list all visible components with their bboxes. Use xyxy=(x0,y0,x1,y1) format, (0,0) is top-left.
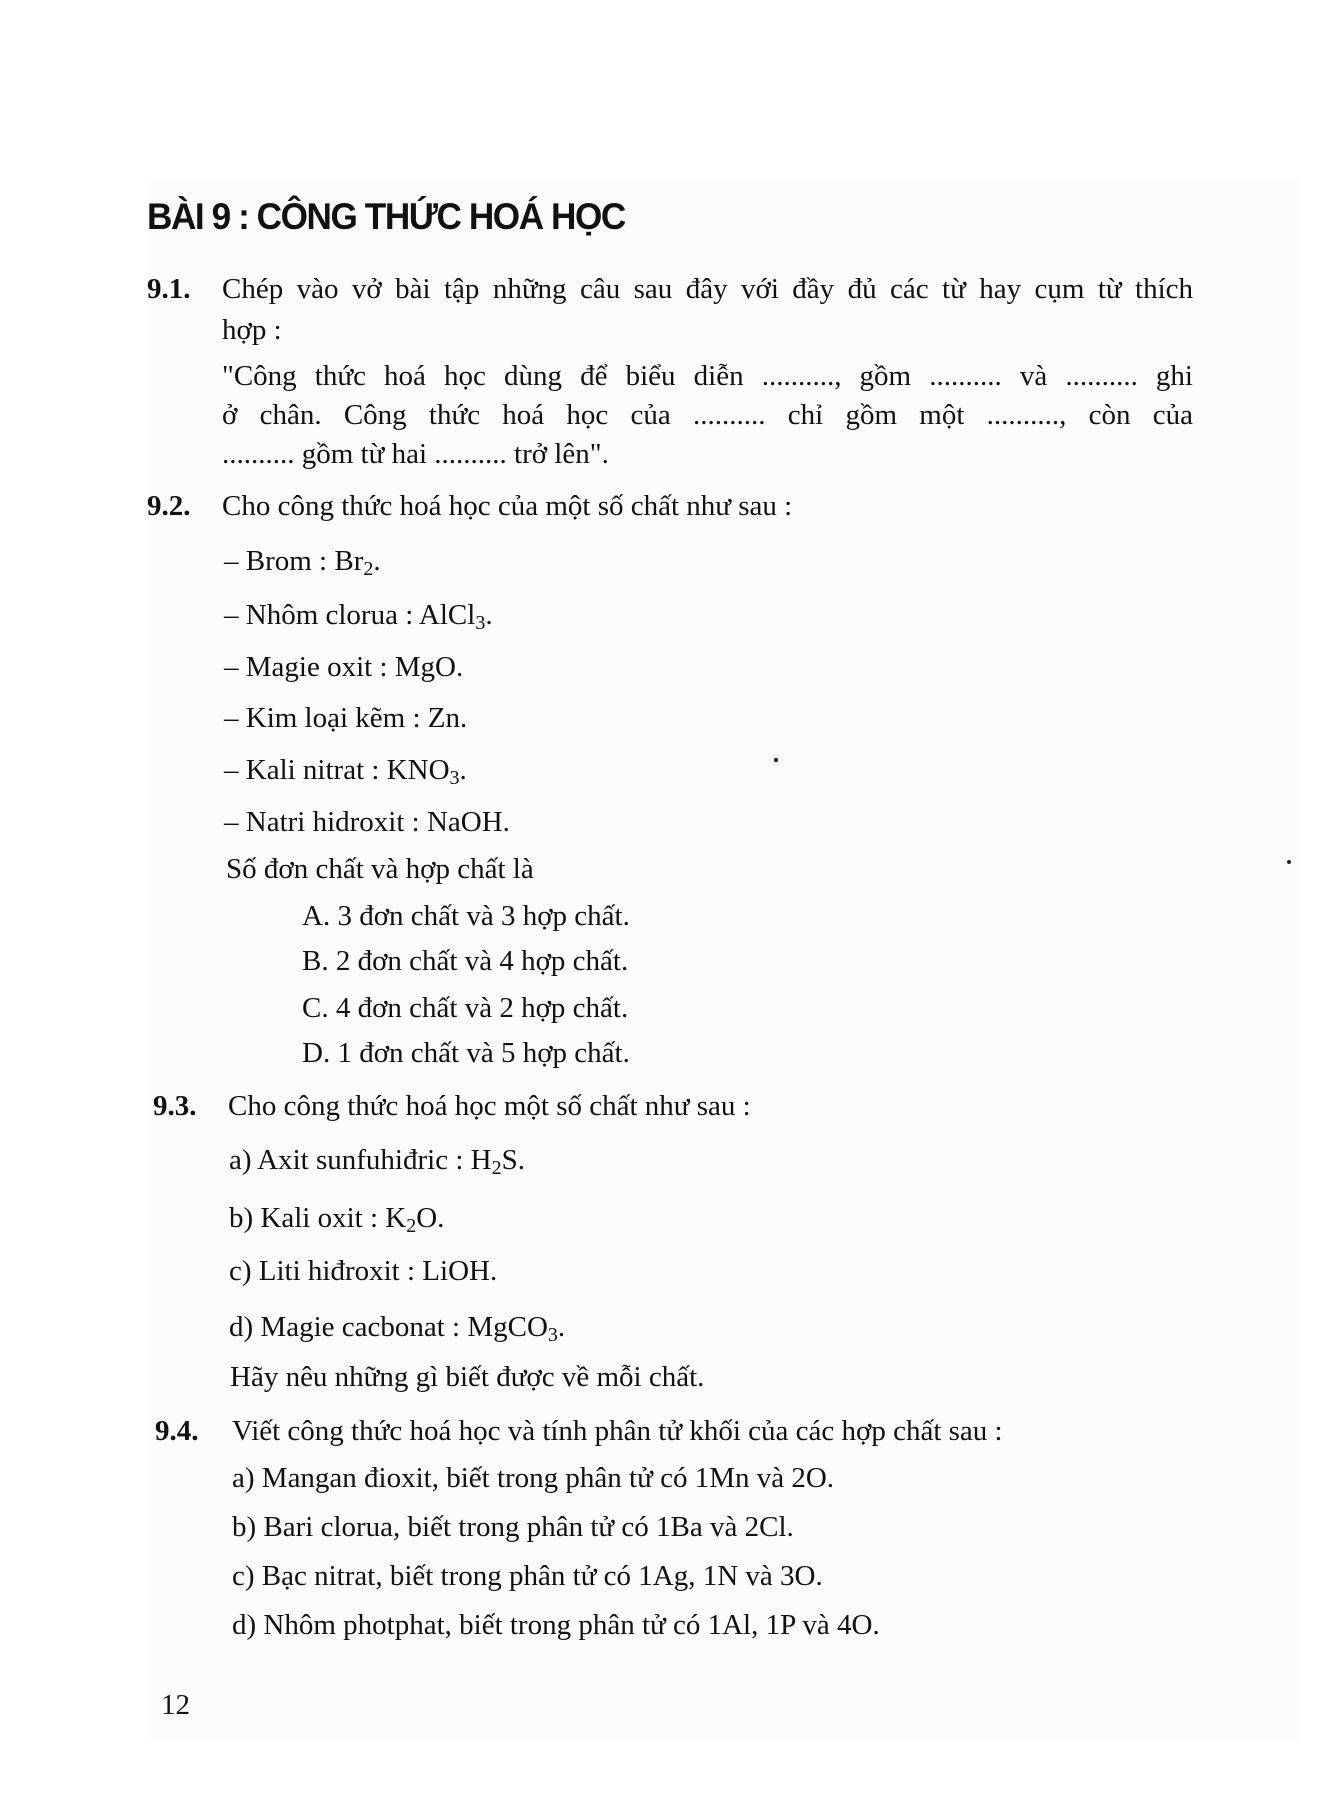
item-text: b) Kali oxit : K xyxy=(229,1202,407,1234)
q3-item xyxy=(229,1143,525,1177)
subscript: 2 xyxy=(406,1215,417,1237)
q2-item xyxy=(224,544,381,578)
q2-option-d: D. 1 đơn chất và 5 hợp chất. xyxy=(302,1037,630,1069)
q1-line: .......... gồm từ hai .......... trở lên". xyxy=(222,438,609,470)
item-end: O. xyxy=(416,1202,445,1234)
q4-item-b: b) Bari clorua, biết trong phân tử có 1Ba và 2Cl. xyxy=(232,1511,794,1543)
q2-item xyxy=(224,753,467,787)
q2-item xyxy=(224,598,493,632)
q2-item xyxy=(224,650,463,684)
question-number-9-2: 9.2. xyxy=(147,490,191,522)
page-number: 12 xyxy=(161,1689,190,1721)
subscript: 2 xyxy=(363,558,374,580)
speck xyxy=(1287,860,1291,864)
item-text: – Brom : Br xyxy=(224,545,364,577)
item-end: . xyxy=(373,545,381,577)
q1-line: "Công thức hoá học dùng để biểu diễn .........., gồm .......... và .......... ghi xyxy=(222,360,1193,392)
item-end: . xyxy=(557,1311,566,1343)
question-number-9-4: 9.4. xyxy=(155,1415,199,1447)
subscript: 2 xyxy=(491,1157,502,1179)
q3-question: Hãy nêu những gì biết được về mỗi chất. xyxy=(230,1361,705,1393)
q2-option-b: B. 2 đơn chất và 4 hợp chất. xyxy=(302,945,629,977)
q3-item xyxy=(229,1201,444,1235)
q1-line: ở chân. Công thức hoá học của .......... chỉ gồm một .........., còn của xyxy=(222,399,1193,431)
item-end: S. xyxy=(501,1144,525,1176)
item-text: a) Axit sunfuhiđric : H xyxy=(229,1144,492,1176)
q2-item xyxy=(224,805,510,839)
q1-line: hợp : xyxy=(222,314,282,346)
question-number-9-3: 9.3. xyxy=(153,1090,197,1122)
q2-option-c: C. 4 đơn chất và 2 hợp chất. xyxy=(302,992,629,1024)
item-end: . xyxy=(459,754,467,786)
q3-intro: Cho công thức hoá học một số chất như sau : xyxy=(228,1090,751,1122)
q2-item xyxy=(224,701,467,735)
q4-item-c: c) Bạc nitrat, biết trong phân tử có 1Ag, 1N và 3O. xyxy=(232,1560,823,1592)
speck xyxy=(774,758,778,762)
item-end: . xyxy=(485,599,493,631)
item-text: c) Liti hiđroxit : LiOH. xyxy=(229,1255,498,1287)
q4-item-d: d) Nhôm photphat, biết trong phân tử có 1Al, 1P và 4O. xyxy=(232,1609,880,1641)
q2-option-a: A. 3 đơn chất và 3 hợp chất. xyxy=(302,900,630,932)
item-text: – Nhôm clorua : AlCl xyxy=(224,599,476,631)
subscript: 3 xyxy=(475,612,486,634)
item-text: d) Magie cacbonat : MgCO xyxy=(229,1311,548,1343)
item-text: – Magie oxit : MgO. xyxy=(224,651,464,683)
subscript: 3 xyxy=(449,767,460,789)
item-text: – Kim loại kẽm : Zn. xyxy=(224,702,468,734)
q3-item xyxy=(229,1254,497,1288)
q3-item xyxy=(229,1310,565,1344)
subscript: 3 xyxy=(547,1324,558,1346)
q2-question: Số đơn chất và hợp chất là xyxy=(226,853,534,885)
lesson-title: BÀI 9 : CÔNG THỨC HOÁ HỌC xyxy=(147,196,625,237)
q2-intro: Cho công thức hoá học của một số chất như sau : xyxy=(222,490,793,522)
item-text: – Kali nitrat : KNO xyxy=(224,754,450,786)
q1-line: Chép vào vở bài tập những câu sau đây với đầy đủ các từ hay cụm từ thích xyxy=(222,273,1193,305)
item-text: – Natri hidroxit : NaOH. xyxy=(224,806,510,838)
q4-item-a: a) Mangan đioxit, biết trong phân tử có 1Mn và 2O. xyxy=(232,1462,835,1494)
question-number-9-1: 9.1. xyxy=(147,273,191,305)
q4-intro: Viết công thức hoá học và tính phân tử khối của các hợp chất sau : xyxy=(232,1415,1003,1447)
